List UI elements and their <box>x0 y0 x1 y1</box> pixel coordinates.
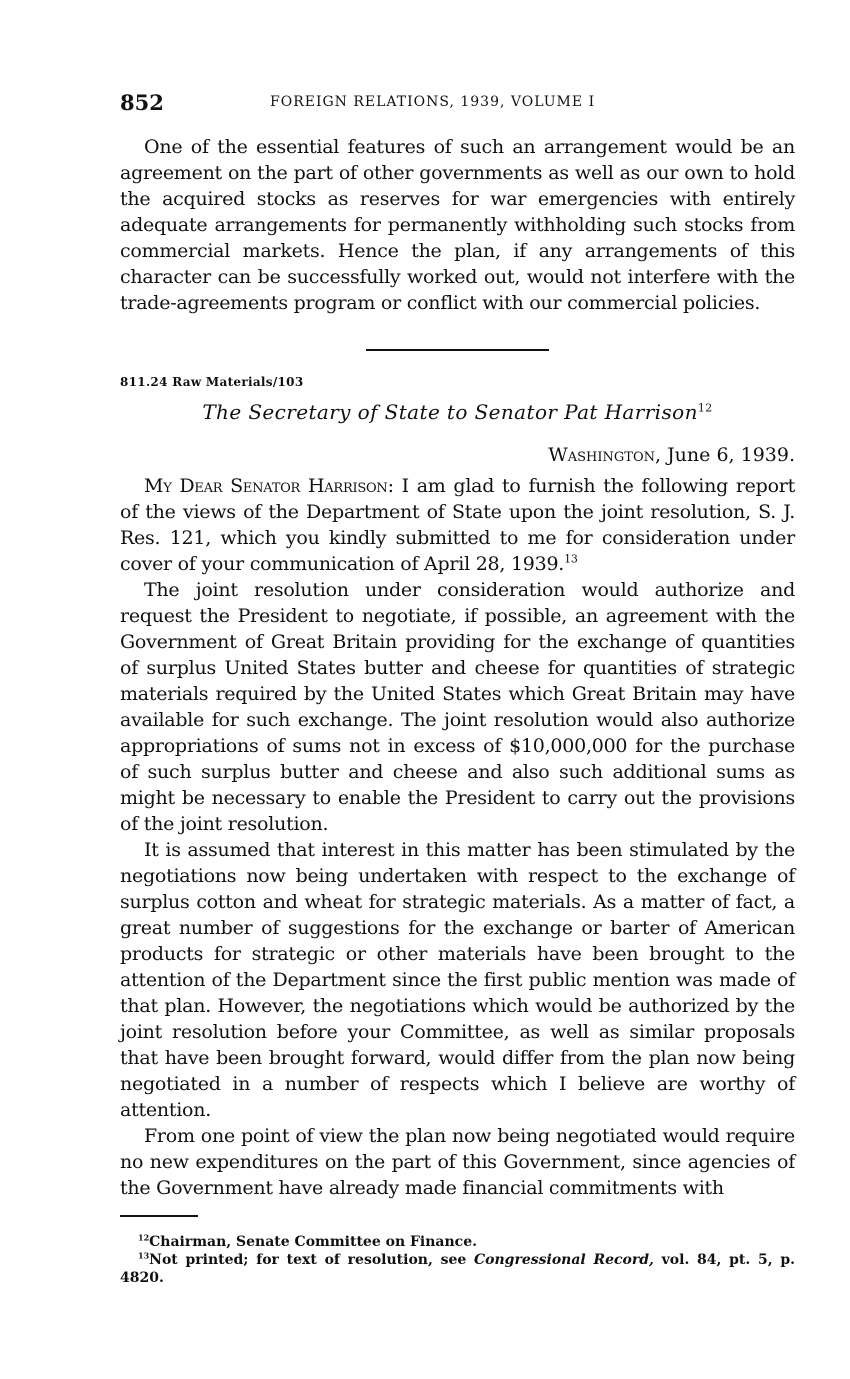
salutation-punct: : <box>387 475 394 497</box>
footnote-mark: 12 <box>138 1232 150 1243</box>
document-title-text: The Secretary of State to Senator Pat Harrison <box>202 400 698 424</box>
document-title <box>120 400 795 424</box>
dateline-place: Washington <box>548 444 655 466</box>
footnote-divider <box>120 1215 198 1217</box>
letter-paragraph-3: It is assumed that interest in this matter has been stimulated by the negotiations now being undertaken with respect to the exchange of surplus cotton and wheat for strategic materials. As a matter of fact, a great number of suggestions for the exchange or barter of American products for strategic or other materials have been brought to the attention of the Department since the first public mention was made of that plan. However, the negotiations which would be authorized by the joint resolution before your Committee, as well as similar proposals that have been brought forward, would differ from the plan now being negotiated in a number of respects which I believe are worthy of attention. <box>120 839 795 1121</box>
footnote-ref-13: 13 <box>564 552 578 566</box>
salutation: My Dear Senator Harrison <box>144 475 388 497</box>
footnote-mark: 13 <box>138 1250 150 1261</box>
footnote-12 <box>120 1233 795 1251</box>
paragraph-1-text: I am glad to furnish the following report of the views of the Department of State upon the joint resolution, S. J. Res. 121, which you kindly submitted to me for consideration under cover of your communication of April 28, 1939. <box>120 475 795 575</box>
file-number: 811.24 Raw Materials/103 <box>120 375 304 389</box>
section-divider <box>366 349 549 351</box>
dateline-date: , June 6, 1939. <box>654 444 795 466</box>
intro-paragraph: One of the essential features of such an arrangement would be an agreement on the part of other governments as well as our own to hold the acquired stocks as reserves for war emergencies with entirely adequate arrangements for permanently withholding such stocks from commercial markets. Hence the plan, if any arrangements of this character can be successfully worked out, would not interfere with the trade-agreements program or conflict with our commercial policies. <box>120 136 795 314</box>
page-header <box>120 90 795 120</box>
letter-paragraph-1 <box>120 473 795 577</box>
footnotes <box>120 1233 795 1287</box>
running-head: FOREIGN RELATIONS, 1939, VOLUME I <box>270 94 596 110</box>
footnote-text: Not printed; for text of resolution, see <box>149 1252 475 1268</box>
footnote-13 <box>120 1251 795 1287</box>
dateline <box>120 444 795 466</box>
letter-paragraph-2: The joint resolution under consideration would authorize and request the President to negotiate, if possible, an agreement with the Government of Great Britain providing for the exchange of quantities of surplus United States butter and cheese for quantities of strategic materials required by the United States which Great Britain may have available for such exchange. The joint resolution would also authorize appropriations of sums not in excess of $10,000,000 for the purchase of such surplus butter and cheese and also such additional sums as might be necessary to enable the President to carry out the provisions of the joint resolution. <box>120 579 795 835</box>
page-number: 852 <box>120 90 164 115</box>
footnote-ref-12: 12 <box>697 401 713 415</box>
letter-paragraph-4: From one point of view the plan now being negotiated would require no new expenditures on the part of this Government, since agencies of the Government have already made financial commitments with <box>120 1125 795 1199</box>
footnote-source: Congressional Record, <box>474 1252 654 1268</box>
footnote-text-tail: vol. 84, pt. 5, p. 4820. <box>120 1252 796 1286</box>
footnote-text: Chairman, Senate Committee on Finance. <box>149 1234 477 1250</box>
